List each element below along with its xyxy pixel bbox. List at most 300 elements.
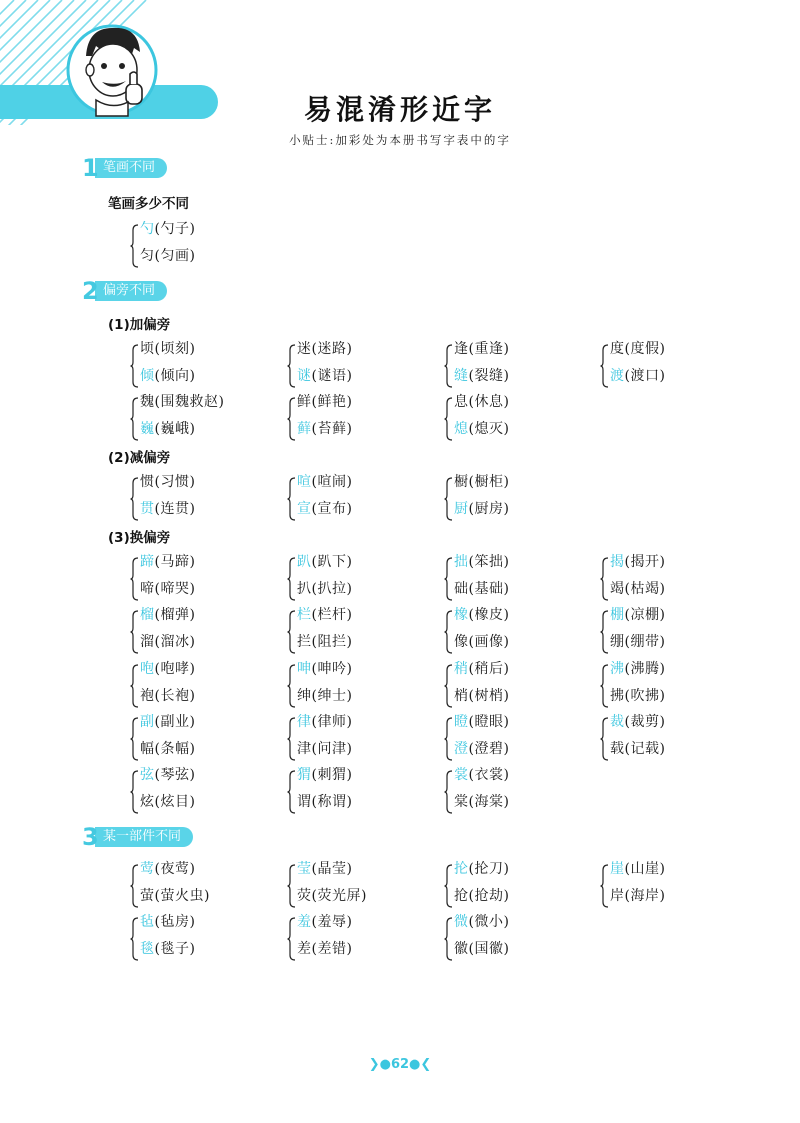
character-pair [130,553,280,605]
character: 度 [610,341,625,357]
example-word: (澄碧) [468,741,510,757]
example-word: (巍峨) [154,421,196,437]
example-word: (毡房) [154,914,196,930]
example-word: (问津) [311,741,353,757]
pair-entry [140,913,195,931]
pair-entry [610,887,665,905]
example-word: (琴弦) [154,767,196,783]
pair-entry [297,740,352,758]
brace-icon [444,397,453,441]
brace-icon [130,610,139,654]
pair-entry [297,553,352,571]
character: 像 [454,634,469,650]
example-word: (记载) [624,741,666,757]
pair-entry [140,500,195,518]
example-word: (渡口) [624,368,666,384]
character: 橡 [454,607,469,623]
character: 栏 [297,607,312,623]
character: 崖 [610,861,625,877]
pair-entry [140,553,195,571]
example-word: (溜冰) [154,634,196,650]
example-word: (迷路) [311,341,353,357]
pair-entry [454,660,509,678]
example-word: (荧光屏) [311,888,367,904]
section-label: 笔画不同 [95,158,167,178]
pair-entry [297,660,352,678]
character: 迷 [297,341,312,357]
character: 逢 [454,341,469,357]
brace-icon [287,770,296,814]
character: 沸 [610,661,625,677]
example-word: (夜莺) [154,861,196,877]
brace-icon [130,224,139,268]
character-pair [130,393,280,445]
pair-entry [454,940,509,958]
pair-entry [454,887,509,905]
character: 咆 [140,661,155,677]
brace-icon [444,610,453,654]
example-word: (凉棚) [624,607,666,623]
character: 巍 [140,421,155,437]
example-word: (啼哭) [154,581,196,597]
page-number-value: 62 [390,1057,410,1072]
example-word: (咆哮) [154,661,196,677]
pair-entry [454,580,509,598]
example-word: (炫目) [154,794,196,810]
character-pair [600,340,750,392]
character-pair [444,553,594,605]
character: 副 [140,714,155,730]
character-pair [130,860,280,912]
character: 础 [454,581,469,597]
character-pair [130,340,280,392]
pair-entry [454,340,509,358]
character-pair [287,913,437,965]
pair-entry [140,580,195,598]
brace-icon [444,717,453,761]
pair-entry [454,633,509,651]
example-word: (山崖) [624,861,666,877]
example-word: (衣裳) [468,767,510,783]
brace-icon [600,610,609,654]
character: 竭 [610,581,625,597]
example-word: (鲜艳) [311,394,353,410]
pair-entry [297,580,352,598]
character: 匀 [140,248,155,264]
example-word: (吹拂) [624,688,666,704]
pair-entry [297,606,352,624]
character-pair [287,473,437,525]
page-number [0,1057,800,1072]
character: 律 [297,714,312,730]
example-word: (毯子) [154,941,196,957]
pair-entry [140,393,224,411]
example-word: (榴弹) [154,607,196,623]
brace-icon [130,664,139,708]
character: 羞 [297,914,312,930]
example-word: (裁剪) [624,714,666,730]
pair-entry [454,500,509,518]
pair-entry [610,713,665,731]
character-pair [130,766,280,818]
pair-entry [454,860,509,878]
character-pair [600,606,750,658]
character: 稍 [454,661,469,677]
pair-entry [297,940,352,958]
pair-entry [454,740,509,758]
pair-entry [140,220,195,238]
character: 猬 [297,767,312,783]
section-head-2 [82,277,167,305]
example-word: (副业) [154,714,196,730]
character-pair [130,713,280,765]
example-word: (笨拙) [468,554,510,570]
brace-icon [444,557,453,601]
brace-icon [444,477,453,521]
brace-icon [287,477,296,521]
brace-icon [600,717,609,761]
example-word: (海棠) [468,794,510,810]
character-pair [130,606,280,658]
character-pair [130,473,280,525]
character: 袍 [140,688,155,704]
character: 扒 [297,581,312,597]
pair-entry [140,793,195,811]
pair-entry [454,473,509,491]
character: 毯 [140,941,155,957]
brace-icon [600,344,609,388]
character: 裳 [454,767,469,783]
pair-entry [140,940,195,958]
brace-icon [287,917,296,961]
example-word: (海岸) [624,888,666,904]
brace-icon [130,477,139,521]
pair-entry [454,393,509,411]
character: 幅 [140,741,155,757]
example-word: (匀画) [154,248,196,264]
character: 趴 [297,554,312,570]
example-word: (抡刀) [468,861,510,877]
page-number-right-deco: ●❮ [409,1057,432,1072]
character: 魏 [140,394,155,410]
example-word: (趴下) [311,554,353,570]
character-pair [444,473,594,525]
pair-entry [140,633,195,651]
example-word: (律师) [311,714,353,730]
example-word: (羞辱) [311,914,353,930]
pair-entry [297,367,352,385]
pair-entry [297,887,367,905]
example-word: (抢劫) [468,888,510,904]
pair-entry [140,860,195,878]
example-word: (微小) [468,914,510,930]
brace-icon [130,770,139,814]
example-word: (枯竭) [624,581,666,597]
example-word: (围魏救赵) [154,394,225,410]
section-label: 偏旁不同 [95,281,167,301]
pair-entry [297,860,352,878]
character-pair [130,913,280,965]
example-word: (橡皮) [468,607,510,623]
example-word: (宣布) [311,501,353,517]
character-pair [444,913,594,965]
pair-entry [140,247,195,265]
character: 溜 [140,634,155,650]
character-pair [600,860,750,912]
pair-entry [610,580,665,598]
character: 瞪 [454,714,469,730]
character: 蹄 [140,554,155,570]
example-word: (国徽) [468,941,510,957]
pair-entry [297,473,352,491]
character: 宣 [297,501,312,517]
example-word: (绅士) [311,688,353,704]
pair-entry [610,633,665,651]
example-word: (栏杆) [311,607,353,623]
pair-entry [610,860,665,878]
character-pair [287,606,437,658]
character: 橱 [454,474,469,490]
character-pair [444,860,594,912]
character-pair [444,393,594,445]
character: 惯 [140,474,155,490]
subhead-add-radical: (1)加偏旁 [108,317,171,333]
brace-icon [130,557,139,601]
character: 棚 [610,607,625,623]
character: 倾 [140,368,155,384]
example-word: (差错) [311,941,353,957]
example-word: (条幅) [154,741,196,757]
character: 毡 [140,914,155,930]
character: 拦 [297,634,312,650]
example-word: (勺子) [154,221,196,237]
character: 炫 [140,794,155,810]
character: 裁 [610,714,625,730]
example-word: (倾向) [154,368,196,384]
example-word: (基础) [468,581,510,597]
brace-icon [444,344,453,388]
example-word: (画像) [468,634,510,650]
example-word: (习惯) [154,474,196,490]
character: 荧 [297,888,312,904]
pair-entry [610,687,665,705]
character: 榴 [140,607,155,623]
character: 谓 [297,794,312,810]
example-word: (重逢) [468,341,510,357]
character: 绷 [610,634,625,650]
section-head-3 [82,823,193,851]
pair-entry [297,687,352,705]
character: 鲜 [297,394,312,410]
example-word: (休息) [468,394,510,410]
pair-entry [454,553,509,571]
brace-icon [287,864,296,908]
character: 渡 [610,368,625,384]
character-pair [287,766,437,818]
pair-entry [297,500,352,518]
pair-entry [454,793,509,811]
brace-icon [444,864,453,908]
pair-entry [140,887,210,905]
pair-entry [297,713,352,731]
pair-entry [140,687,195,705]
character-pair [600,713,750,765]
pair-entry [454,367,509,385]
character: 徽 [454,941,469,957]
brace-icon [130,864,139,908]
pair-entry [610,367,665,385]
brace-icon [444,770,453,814]
character: 梢 [454,688,469,704]
brace-icon [600,864,609,908]
pair-entry [140,340,195,358]
character-pair [444,660,594,712]
character: 喧 [297,474,312,490]
character: 津 [297,741,312,757]
character: 拙 [454,554,469,570]
character: 揭 [610,554,625,570]
character-pair [287,393,437,445]
example-word: (揭开) [624,554,666,570]
brace-icon [287,664,296,708]
brace-icon [287,717,296,761]
page-tip: 小贴士:加彩处为本册书写字表中的字 [289,133,511,147]
example-word: (稍后) [468,661,510,677]
section-number: 3 [82,823,99,851]
pair-entry [297,340,352,358]
character: 拂 [610,688,625,704]
brace-icon [287,344,296,388]
character: 莹 [297,861,312,877]
brace-icon [130,344,139,388]
pair-entry [140,740,195,758]
example-word: (顷刻) [154,341,196,357]
example-word: (长袍) [154,688,196,704]
character: 呻 [297,661,312,677]
character: 弦 [140,767,155,783]
pair-entry [297,793,352,811]
pair-entry [610,606,665,624]
pair-entry [297,633,352,651]
subhead-change-radical: (3)换偏旁 [108,530,171,546]
pair-entry [297,913,352,931]
character: 萤 [140,888,155,904]
character: 藓 [297,421,312,437]
example-word: (绷带) [624,634,666,650]
brace-icon [444,664,453,708]
pair-entry [454,713,509,731]
character-pair [600,553,750,605]
pair-entry [610,740,665,758]
pair-entry [140,473,195,491]
example-word: (刺猬) [311,767,353,783]
pair-entry [297,420,352,438]
example-word: (沸腾) [624,661,666,677]
pair-entry [610,553,665,571]
example-word: (马蹄) [154,554,196,570]
example-word: (苔藓) [311,421,353,437]
example-word: (呻吟) [311,661,353,677]
character: 差 [297,941,312,957]
example-word: (熄灭) [468,421,510,437]
brace-icon [130,717,139,761]
character-pair [444,606,594,658]
example-word: (谜语) [311,368,353,384]
character: 勺 [140,221,155,237]
character: 谜 [297,368,312,384]
character: 岸 [610,888,625,904]
character: 棠 [454,794,469,810]
character-pair [444,766,594,818]
page-number-left-deco: ❯● [368,1057,391,1072]
subhead-stroke-count: 笔画多少不同 [108,196,189,212]
character-pair [287,340,437,392]
example-word: (喧闹) [311,474,353,490]
example-word: (扒拉) [311,581,353,597]
character-pair [600,660,750,712]
example-word: (度假) [624,341,666,357]
character: 微 [454,914,469,930]
example-word: (晶莹) [311,861,353,877]
brace-icon [444,917,453,961]
example-word: (裂缝) [468,368,510,384]
example-word: (瞪眼) [468,714,510,730]
example-word: (称谓) [311,794,353,810]
character: 莺 [140,861,155,877]
character: 抡 [454,861,469,877]
character: 熄 [454,421,469,437]
brace-icon [287,610,296,654]
character: 贯 [140,501,155,517]
pair-entry [297,393,352,411]
pair-entry [140,367,195,385]
brace-icon [130,917,139,961]
character-pair [444,713,594,765]
pair-entry [454,913,509,931]
pair-entry [140,660,195,678]
character: 澄 [454,741,469,757]
pair-entry [610,340,665,358]
page-title: 易混淆形近字 [303,93,496,126]
character-pair [130,220,280,272]
character: 顷 [140,341,155,357]
pair-entry [140,713,195,731]
pair-entry [454,420,509,438]
character-pair [287,660,437,712]
pair-entry [454,766,509,784]
character: 绅 [297,688,312,704]
example-word: (连贯) [154,501,196,517]
brace-icon [600,557,609,601]
pair-entry [140,766,195,784]
pair-entry [140,606,195,624]
character: 载 [610,741,625,757]
example-word: (树梢) [468,688,510,704]
pair-entry [454,606,509,624]
section-head-1 [82,154,167,182]
character-pair [444,340,594,392]
example-word: (阻拦) [311,634,353,650]
subhead-remove-radical: (2)减偏旁 [108,450,171,466]
section-label: 某一部件不同 [95,827,193,847]
example-word: (橱柜) [468,474,510,490]
brace-icon [130,397,139,441]
character: 抢 [454,888,469,904]
character-pair [287,713,437,765]
character: 厨 [454,501,469,517]
brace-icon [287,397,296,441]
section-number: 1 [82,154,99,182]
